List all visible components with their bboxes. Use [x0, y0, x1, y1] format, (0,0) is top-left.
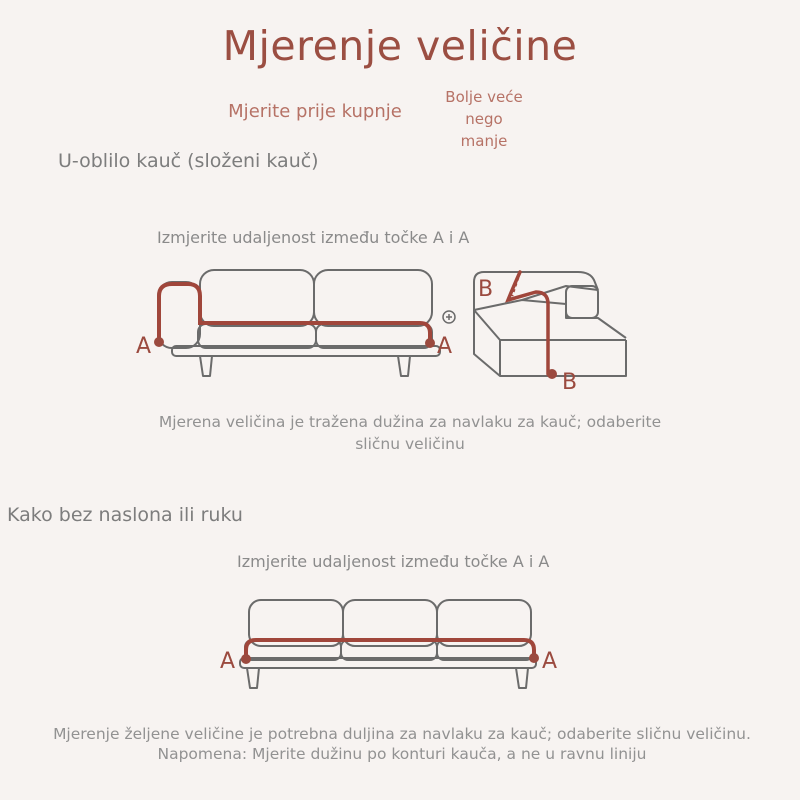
label-a-left: A [136, 334, 152, 359]
point-b-bottom [547, 369, 557, 379]
label-a-right: A [437, 334, 453, 359]
section1-instruction: Izmjerite udaljenost između točke A i A [157, 228, 470, 247]
point-a-right [425, 338, 435, 348]
label-b-top: B [478, 277, 494, 302]
chaise-section-illustration [474, 272, 626, 376]
measure-line-sofa2 [246, 640, 534, 659]
point-a-right-2 [529, 653, 539, 663]
page-title: Mjerenje veličine [222, 22, 578, 70]
measure-line-chaise [508, 272, 548, 374]
section2-heading: Kako bez naslona ili ruku [7, 504, 243, 526]
section1-heading: U-oblilo kauč (složeni kauč) [58, 150, 319, 172]
label-b-bottom: B [562, 370, 578, 395]
point-a-left-2 [241, 654, 251, 664]
section2-instruction: Izmjerite udaljenost između točke A i A [237, 552, 550, 571]
label-a-left-2: A [220, 649, 236, 674]
label-a-right-2: A [542, 649, 558, 674]
point-a-left [154, 337, 164, 347]
section2-note-line1: Mjerenje željene veličine je potrebna duljina za navlaku za kauč; odaberite sličnu veličinu. [53, 725, 751, 743]
section2-note-line2: Napomena: Mjerite dužinu po konturi kauča, a ne u ravnu liniju [157, 745, 647, 763]
three-seat-sofa-illustration [240, 600, 536, 688]
subtitle-bigger-better: Bolje veće nego manje [445, 88, 523, 150]
subtitle-measure-before-buying: Mjerite prije kupnje [228, 101, 402, 122]
section1-note: Mjerena veličina je tražena dužina za navlaku za kauč; odaberite sličnu veličinu [158, 413, 662, 453]
